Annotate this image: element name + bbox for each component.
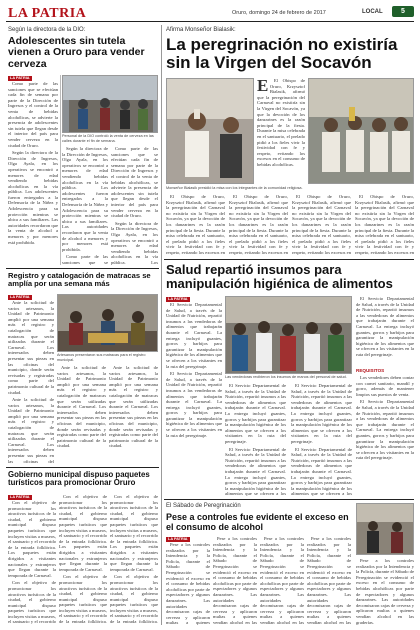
- bishop-body-3: El Obispo de Oruro, Krzysztof Bialasik, afirmó que la peregrinación del Carnaval no existiría sin la Virgen del Socavón, ya que la devoción de los danzarines es la razón principal de la fiesta. Durante la misa celebrada en el santuario, el prelado pidió a los fieles vivir la festividad con fe y respeto, evitando los excesos en: [229, 194, 288, 255]
- hygiene-col2: [225, 383, 286, 496]
- alcohol-col4: [307, 536, 351, 625]
- street-kids-body: Según la directora de la Dirección de Ingresos, Olga Ayala, en los operativos se encontró a menores de edad vendiendo bebidas alcohólicas en la vía pública. Los adolescentes fueron entregados a la Defensoría de la Niñez y Adolescencia para su protección mientras se ubica a sus familiares. Las autoridades recordaron que la venta de alcohol a menores y por menores está prohibida.: [8, 150, 58, 245]
- bishop-dropcap: E: [257, 78, 269, 95]
- alcohol-col1: [166, 536, 210, 625]
- hygiene-body-2: El Servicio Departamental de Salud, a través de la Unidad de Nutrición, repartió insumos a las vendedoras de alimentos que trabajarán durante el Carnaval. La entrega incluyó guantes, gorros y barbijos para garantizar la manipulación higiénica de los alimentos que se ofrecen a los visitantes en la ruta del peregrinaje.: [225, 383, 286, 444]
- tourism-body: Con el objetivo de promocionar los atractivos turísticos de la ciudad, el gobierno municipal dispuso paquetes turísticos que incluyen visitas a museos, el santuario y el recorrido de la entrada folklórica. Los paquetes están dirigidos a visitantes nacionales y extranjeros que llegan durante la temporada de Carnaval.: [8, 500, 56, 578]
- bishop-caption: Monseñor Bialasik presidió la misa con los integrantes de la comunidad religiosa.: [166, 186, 303, 190]
- bishop-photo-left-image: [167, 79, 254, 184]
- alcohol-photo-image: [357, 504, 414, 555]
- bishop-col5: [355, 194, 414, 256]
- hygiene-body-5: El Servicio Departamental de Salud, a través de la Unidad de Nutrición, repartió insumos a las vendedoras de alimentos que trabajarán durante el Carnaval. La entrega incluyó guantes, gorros y barbijos para garantizar la manipulación higiénica de los alimentos que se ofrecen a los visitantes en la ruta del peregrinaje.: [356, 399, 414, 461]
- hygiene-body-2b: El Servicio Departamental de Salud, a través de la Unidad de Nutrición, repartió insumos a las vendedoras de alimentos que trabajarán durante el Carnaval. La entrega incluyó guantes, gorros y barbijos para garantizar la manipulación higiénica de los alimentos que se ofrecen a los: [225, 446, 286, 496]
- tourism-body-cont: Con el objetivo de promocionar los atractivos turísticos de la ciudad, el gobierno municipal dispuso paquetes turísticos que incluyen visitas a museos, el santuario y el recorrido: [8, 580, 56, 624]
- hygiene-col3: [291, 383, 352, 496]
- street-kids-photo-image: [63, 76, 158, 133]
- street-kids-body-cont2: Según la directora de la Dirección de Ingresos, Olga Ayala, en los operativos se encontró a menores de edad vendiendo bebidas alcohólicas en la vía pública. Los: [111, 220, 158, 265]
- hygiene-body-3: El Servicio Departamental de Salud, a través de la Unidad de Nutrición, repartió insumos a las vendedoras de alimentos que trabajarán durante el Carnaval. La entrega incluyó guantes, gorros y barbijos para garantizar la manipulación higiénica de los alimentos que se ofrecen a los visitantes en la ruta del peregrinaje.: [291, 383, 352, 444]
- tourism-body-3b: Con el objetivo de promocionar los atractivos turísticos de la ciudad, el gobierno municipal dispuso paquetes turísticos que incluyen visitas a museos, el santuario y el recorrido de la entrada folklórica.: [110, 574, 158, 624]
- registry-body-2: Ante la solicitud de varios artesanos, la Unidad de Patrimonio amplió por una semana más el registro y catalogación de matracas que serán utilizadas durante el Carnaval. Los interesados deben presentar sus piezas en las oficinas del municipio, donde serán revisadas y registradas como parte del patrimonio cultural de la ciudad.: [57, 365, 106, 449]
- tourism-headline: Gobierno municipal dispuso paquetes turísticos para promocionar Oruro: [8, 470, 150, 488]
- alcohol-body-3: Pese a los controles realizados por la Intendencia y la Policía, durante el Sábado de Peregrinación se evidenció el exceso en el consumo de bebidas alcohólicas por parte de espectadores y algunos danzarines. Las autoridades decomisaron cajas de cerveza y aplicaron multas a quienes vendían alcohol en las: [260, 536, 304, 625]
- bishop-col1: [257, 78, 305, 184]
- hygiene-tag: LA PATRIA: [168, 297, 188, 301]
- bishop-body: El Obispo de Oruro, Krzysztof Bialasik, afirmó que la peregrinación del Carnaval no existiría sin la Virgen del Socavón, ya que la devoción de los danzarines es la razón principal de la fiesta. Durante la misa celebrada en el santuario, el prelado pidió a los fieles vivir la festividad con fe y respeto, evitando los excesos en el consumo de bebidas alcohólicas.: [257, 78, 305, 167]
- alcohol-body: Pese a los controles realizados por la Intendencia y la Policía, durante el Sábado de Peregrinación se evidenció el exceso en el consumo de bebidas alcohólicas por parte de espectadores y algunos danzarines. Las autoridades decomisaron cajas de cerveza y aplicaron multas a quienes: [166, 542, 210, 625]
- hygiene-photo: [225, 296, 352, 374]
- alcohol-headline: Pese a controles fue evidente el exceso en el consumo de alcohol: [166, 512, 349, 532]
- tourism-tag: LA PATRIA: [10, 495, 30, 499]
- section-rule: [6, 268, 159, 269]
- registry-col3: [109, 365, 158, 464]
- registry-photo: [57, 294, 158, 352]
- registry-caption: Artesanos presentaron sus matracas para el registro municipal.: [57, 353, 146, 362]
- alcohol-kicker: El Sábado de Peregrinación: [166, 503, 241, 509]
- alcohol-photo: [356, 503, 414, 555]
- section-label: LOCAL: [362, 9, 383, 15]
- bishop-col4: [292, 194, 351, 256]
- street-kids-col2: [62, 146, 108, 265]
- street-kids-lead-cont: Como parte de las sanciones que se: [62, 254, 108, 265]
- bishop-headline: La peregrinación no existiría sin la Virgen del Socavón: [166, 35, 398, 72]
- hygiene-caption: Las vendedoras recibieron los insumos de manos del personal de salud.: [225, 375, 347, 379]
- section-rule-3: [164, 259, 414, 260]
- registry-body-3: Ante la solicitud de varios artesanos, la Unidad de Patrimonio amplió por una semana más el registro y catalogación de matracas que serán utilizadas durante el Carnaval. Los interesados deben presentar sus piezas en las oficinas del municipio, donde serán revisadas y registradas como parte del patrimonio cultural de la ciudad.: [109, 365, 158, 449]
- alcohol-body-4: Pese a los controles realizados por la Intendencia y la Policía, durante el Sábado de Peregrinación se evidenció el exceso en el consumo de bebidas alcohólicas por parte de espectadores y algunos danzarines. Las autoridades decomisaron cajas de cerveza y aplicaron multas a quienes vendían alcohol en las: [307, 536, 351, 625]
- bishop-photo-right-image: [309, 79, 414, 184]
- registry-col2: [57, 365, 106, 464]
- tourism-body-2: Con el objetivo de promocionar los atractivos turísticos de la ciudad, el gobierno municipal dispuso paquetes turísticos que incluyen visitas a museos, el santuario y el recorrido de la entrada folklórica. Los paquetes están dirigidos a visitantes nacionales y extranjeros que llegan durante la temporada de Carnaval.: [59, 494, 107, 572]
- hygiene-sidebar-body: Los vendedores deben contar con carnet sanitario, mandil y gorro, además de mantener limpios sus puestos de venta.: [356, 375, 414, 397]
- registry-col1: [8, 294, 54, 464]
- hygiene-body: El Servicio Departamental de Salud, a través de la Unidad de Nutrición, repartió insumos a las vendedoras de alimentos que trabajarán durante el Carnaval. La entrega incluyó guantes, gorros y barbijos para garantizar la manipulación higiénica de los alimentos que se ofrecen a los visitantes en la ruta del peregrinaje.: [166, 302, 222, 369]
- bishop-body-5: El Obispo de Oruro, Krzysztof Bialasik, afirmó que la peregrinación del Carnaval no existiría sin la Virgen del Socavón, ya que la devoción de los danzarines es la razón principal de la fiesta. Durante la misa celebrada en el santuario, el prelado pidió a los fieles vivir la festividad con fe y respeto, evitando los excesos en: [355, 194, 414, 255]
- bishop-kicker: Afirma Monseñor Bialasik:: [166, 27, 236, 33]
- street-kids-lead-cont2: Como parte de las sanciones que se efectúan cada fin de semana por parte de la Dirección de Ingresos y el control de la venta de bebidas alcohólicas, se advierte la presencia de adolescentes sin tutela que llegan desde el interior del país para vender cerveza en la ciudad de Oruro.: [111, 146, 158, 219]
- registry-tag: LA PATRIA: [10, 295, 30, 299]
- tourism-body-2b: Con el objetivo de promocionar los atractivos turísticos de la ciudad, el gobierno municipal dispuso paquetes turísticos que incluyen visitas a museos, el santuario y el recorrido de la entrada folklórica.: [59, 574, 107, 624]
- registry-photo-image: [58, 295, 158, 352]
- street-kids-caption: Personal de la DIO controló la venta de cerveza en las calles durante el fin de semana.: [62, 134, 154, 143]
- bishop-photo-right: [308, 78, 414, 184]
- alcohol-col3: [260, 536, 304, 625]
- street-kids-body-cont: Según la directora de la Dirección de Ingresos, Olga Ayala, en los operativos se encontró a menores de edad vendiendo bebidas alcohólicas en la vía pública. Los adolescentes fueron entregados a la Defensoría de la Niñez y Adolescencia para su protección mientras se ubica a sus familiares. Las autoridades recordaron que la venta de alcohol a menores y por menores está prohibida.: [62, 146, 108, 252]
- bishop-body-4: El Obispo de Oruro, Krzysztof Bialasik, afirmó que la peregrinación del Carnaval no existiría sin la Virgen del Socavón, ya que la devoción de los danzarines es la razón principal de la fiesta. Durante la misa celebrada en el santuario, el prelado pidió a los fieles vivir la festividad con fe y respeto, evitando los excesos en: [292, 194, 351, 255]
- alcohol-col5: [356, 558, 414, 625]
- column-divider: [60, 75, 61, 265]
- tourism-col3: [110, 494, 158, 624]
- alcohol-tag: LA PATRIA: [168, 537, 188, 541]
- bishop-body-2: El Obispo de Oruro, Krzysztof Bialasik, afirmó que la peregrinación del Carnaval no existiría sin la Virgen del Socavón, ya que la devoción de los danzarines es la razón principal de la fiesta. Durante la misa celebrada en el santuario, el prelado pidió a los fieles vivir la festividad con fe y respeto, evitando los excesos en: [166, 194, 225, 255]
- alcohol-col2: [213, 536, 257, 625]
- street-kids-headline: Adolescentes sin tutela vienen a Oruro para vender cerveza: [8, 35, 145, 70]
- street-kids-tag: LA PATRIA: [10, 76, 30, 80]
- street-kids-photo: [62, 75, 158, 133]
- street-kids-lead: Como parte de las sanciones que se efectúan cada fin de semana por parte de la Dirección de Ingresos y el control de la venta de bebidas alcohólicas, se advierte la presencia de adolescentes sin tutela que llegan desde el interior del país para vender cerveza en la ciudad de Oruro.: [8, 81, 58, 148]
- bishop-col3: [229, 194, 288, 256]
- bishop-col2: [166, 194, 225, 256]
- masthead-rule: [6, 21, 414, 22]
- page-number: 5: [392, 6, 414, 17]
- page-column-divider: [161, 25, 162, 625]
- alcohol-body-5: Pese a los controles realizados por la Intendencia y la Policía, durante el Sábado de Peregrinación se evidenció el exceso en el consumo de bebidas alcohólicas por parte de espectadores y algunos danzarines. Las autoridades decomisaron cajas de cerveza y aplicaron multas a quienes vendían alcohol en las graderías.: [356, 558, 414, 625]
- section-rule-4: [164, 499, 414, 500]
- hygiene-headline: Salud repartió insumos para manipulación higiénica de alimentos: [166, 262, 393, 291]
- hygiene-body-cont: El Servicio Departamental de Salud, a través de la Unidad de Nutrición, repartió insumos a las vendedoras de alimentos que trabajarán durante el Carnaval. La entrega incluyó guantes, gorros y barbijos para garantizar la manipulación higiénica de los alimentos que se ofrecen a los visitantes en la ruta del peregrinaje.: [166, 371, 222, 438]
- registry-body: Ante la solicitud de varios artesanos, la Unidad de Patrimonio amplió por una semana más el registro y catalogación de matracas que serán utilizadas durante el Carnaval. Los interesados deben presentar sus piezas en las oficinas del municipio, donde serán revisadas y registradas como parte del patrimonio cultural de la ciudad.: [8, 300, 54, 395]
- tourism-body-3: Con el objetivo de promocionar los atractivos turísticos de la ciudad, el gobierno municipal dispuso paquetes turísticos que incluyen visitas a museos, el santuario y el recorrido de la entrada folklórica. Los paquetes están dirigidos a visitantes nacionales y extranjeros que llegan durante la temporada de Carnaval.: [110, 494, 158, 572]
- hygiene-col1: [166, 296, 222, 496]
- tourism-col2: [59, 494, 107, 624]
- hygiene-photo-image: [226, 297, 352, 374]
- hygiene-sidebar-title: REQUISITOS: [356, 368, 385, 373]
- street-kids-kicker: Según la directora de la DIO:: [8, 27, 86, 33]
- section-rule-2: [6, 467, 159, 468]
- registry-headline: Registro y catalogación de matracas se amplía por una semana más: [8, 271, 151, 289]
- alcohol-body-2: Pese a los controles realizados por la Intendencia y la Policía, durante el Sábado de Peregrinación se evidenció el exceso en el consumo de bebidas alcohólicas por parte de espectadores y algunos danzarines. Las autoridades decomisaron cajas de cerveza y aplicaron multas a quienes vendían alcohol en las: [213, 536, 257, 625]
- tourism-col1: [8, 494, 56, 624]
- street-kids-col1: [8, 75, 58, 265]
- masthead-logo: LA PATRIA: [8, 6, 87, 21]
- bishop-photo-left: [166, 78, 254, 184]
- hygiene-col4: [356, 296, 414, 366]
- hygiene-body-4: El Servicio Departamental de Salud, a través de la Unidad de Nutrición, repartió insumos a las vendedoras de alimentos que trabajarán durante el Carnaval. La entrega incluyó guantes, gorros y barbijos para garantizar la manipulación higiénica de los alimentos que se ofrecen a los visitantes en la ruta del peregrinaje.: [356, 296, 414, 357]
- hygiene-sidebar: [356, 375, 414, 496]
- hygiene-body-3b: El Servicio Departamental de Salud, a través de la Unidad de Nutrición, repartió insumos a las vendedoras de alimentos que trabajarán durante el Carnaval. La entrega incluyó guantes, gorros y barbijos para garantizar la manipulación higiénica de los alimentos que se ofrecen a los: [291, 446, 352, 496]
- masthead-date: Oruro, domingo 24 de febrero de 2017: [232, 10, 326, 16]
- registry-body-cont: Ante la solicitud de varios artesanos, la Unidad de Patrimonio amplió por una semana más el registro y catalogación de matracas que serán utilizadas durante el Carnaval. Los interesados deben presentar sus piezas en las oficinas del: [8, 397, 54, 464]
- street-kids-col3: [111, 146, 158, 265]
